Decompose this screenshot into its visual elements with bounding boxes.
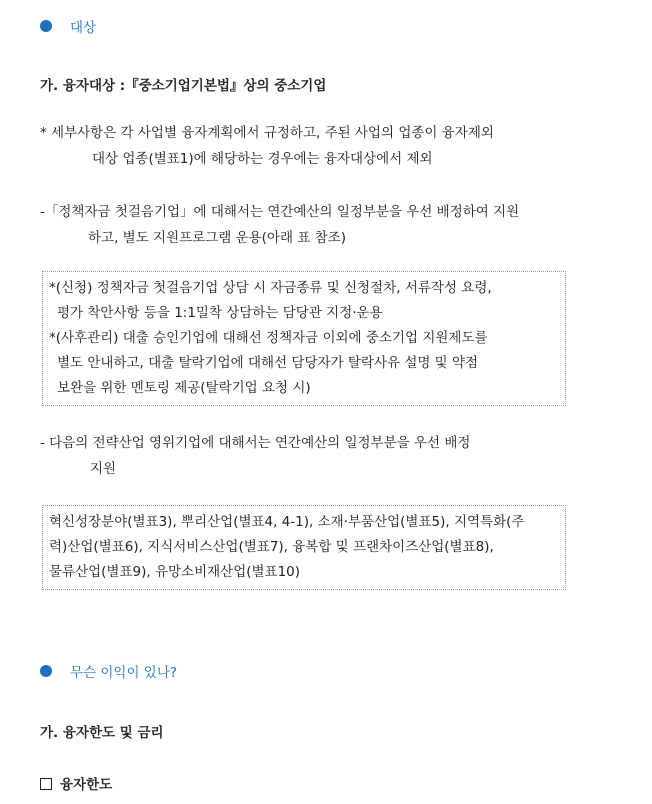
strategic-note-line-2: 지원 xyxy=(90,461,117,477)
bullet-dot-icon xyxy=(40,665,52,677)
section-heading-target xyxy=(40,16,96,36)
info-box-line: 평가 착안사항 등을 1:1밀착 상담하는 담당관 지정·운용 xyxy=(57,305,383,321)
info-box-line: *(신청) 정책자금 첫걸음기업 상담 시 자금종류 및 신청절차, 서류작성 요령, xyxy=(49,280,492,296)
bullet-dot-icon xyxy=(40,20,52,32)
info-box-line: *(사후관리) 대출 승인기업에 대해선 정책자금 이외에 중소기업 지원제도를 xyxy=(49,330,488,346)
first-step-note-line-2: 하고, 별도 지원프로그램 운용(아래 표 참조) xyxy=(88,230,346,246)
loan-limit-label: 융자한도 xyxy=(60,777,113,793)
strategic-note-line-1: - 다음의 전략산업 영위기업에 대해서는 연간예산의 일정부분을 우선 배정 xyxy=(40,435,471,451)
industry-box-line: 혁신성장분야(별표3), 뿌리산업(별표4, 4-1), 소재·부품산업(별표5), 지역특화(주 xyxy=(49,514,525,530)
strategic-industry-box xyxy=(42,505,566,590)
first-step-note-line-1: -「정책자금 첫걸음기업」에 대해서는 연간예산의 일정부분을 우선 배정하여 지원 xyxy=(40,204,520,220)
industry-box-line: 물류산업(별표9), 유망소비재산업(별표10) xyxy=(49,564,301,580)
detail-note-line-2: 대상 업종(별표1)에 해당하는 경우에는 융자대상에서 제외 xyxy=(92,151,433,167)
detail-note-line-1: * 세부사항은 각 사업별 융자계획에서 규정하고, 주된 사업의 업종이 융자제외 xyxy=(40,125,494,141)
strategic-industry-note xyxy=(40,430,600,482)
loan-limit-item xyxy=(40,773,112,793)
section-title: 대상 xyxy=(70,20,97,36)
section-heading-benefit xyxy=(40,661,177,681)
industry-box-line: 력)산업(별표6), 지식서비스산업(별표7), 융복합 및 프랜차이즈산업(별표8), xyxy=(49,539,494,555)
loan-limit-subheading: 가. 융자한도 및 금리 xyxy=(40,725,164,741)
section-title: 무슨 이익이 있나? xyxy=(70,665,178,681)
detail-note xyxy=(40,120,600,172)
loan-target-subheading: 가. 융자대상 :『중소기업기본법』상의 중소기업 xyxy=(40,78,327,94)
first-step-info-box xyxy=(42,271,566,406)
info-box-line: 별도 안내하고, 대출 탈락기업에 대해선 담당자가 탈락사유 설명 및 약점 xyxy=(57,355,479,371)
info-box-line: 보완을 위한 멘토링 제공(탈락기업 요청 시) xyxy=(57,380,311,396)
first-step-note xyxy=(40,199,600,251)
checkbox-square-icon xyxy=(40,778,52,790)
